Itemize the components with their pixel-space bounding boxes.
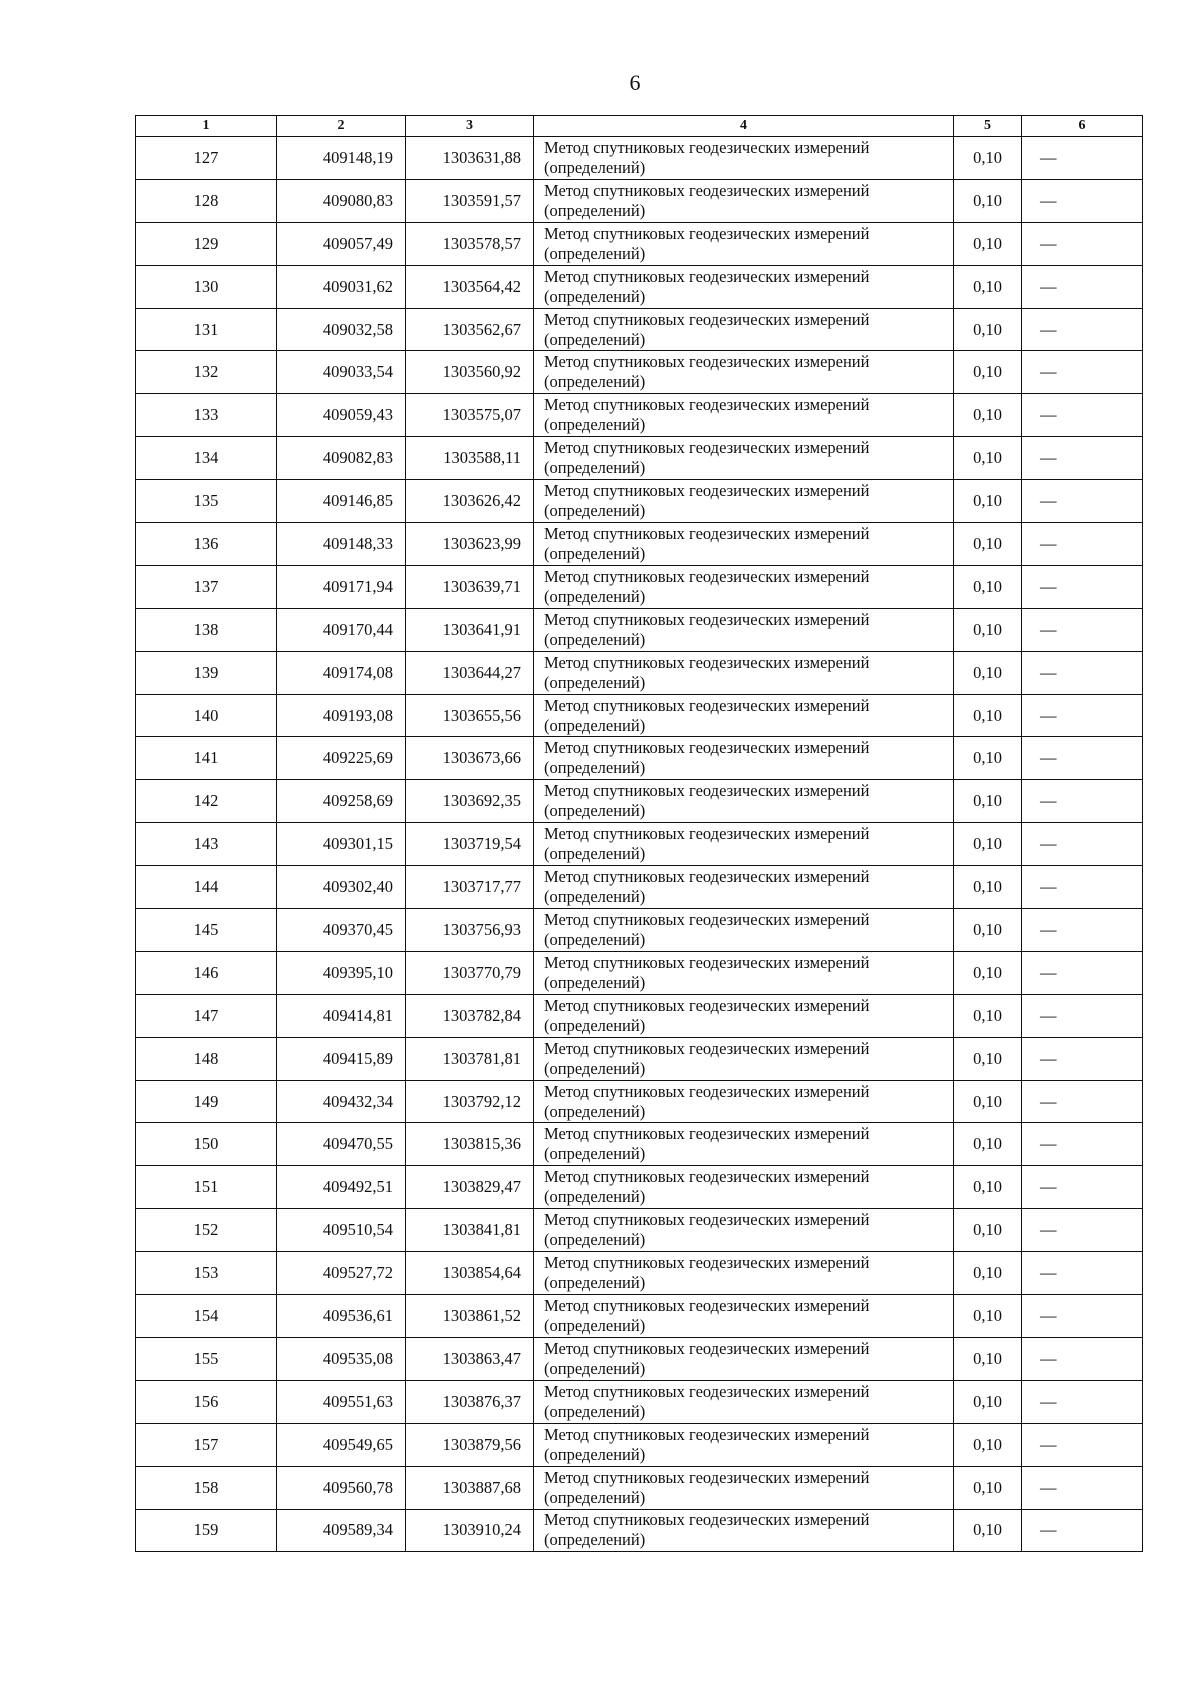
table-row xyxy=(136,1509,1143,1552)
table-row xyxy=(136,651,1143,694)
table-row xyxy=(136,909,1143,952)
note-cell: — xyxy=(1022,308,1143,351)
table-row xyxy=(136,265,1143,308)
note-cell: — xyxy=(1022,523,1143,566)
note-cell: — xyxy=(1022,265,1143,308)
coordinate-x-cell: 409414,81 xyxy=(277,994,406,1037)
table-row xyxy=(136,1252,1143,1295)
method-cell: Метод спутниковых геодезических измерений (определений) xyxy=(534,994,954,1037)
table-row xyxy=(136,1209,1143,1252)
accuracy-cell: 0,10 xyxy=(954,651,1022,694)
table-row xyxy=(136,1337,1143,1380)
accuracy-cell: 0,10 xyxy=(954,694,1022,737)
note-cell: — xyxy=(1022,1380,1143,1423)
accuracy-cell: 0,10 xyxy=(954,437,1022,480)
coordinate-x-cell: 409551,63 xyxy=(277,1380,406,1423)
header-col-4: 4 xyxy=(534,116,954,137)
coordinate-x-cell: 409031,62 xyxy=(277,265,406,308)
coordinate-x-cell: 409589,34 xyxy=(277,1509,406,1552)
accuracy-cell: 0,10 xyxy=(954,565,1022,608)
coordinate-x-cell: 409148,19 xyxy=(277,137,406,180)
method-cell: Метод спутниковых геодезических измерений (определений) xyxy=(534,823,954,866)
point-number-cell: 141 xyxy=(136,737,277,780)
point-number-cell: 135 xyxy=(136,480,277,523)
point-number-cell: 149 xyxy=(136,1080,277,1123)
coordinate-x-cell: 409057,49 xyxy=(277,222,406,265)
note-cell: — xyxy=(1022,1123,1143,1166)
coordinate-x-cell: 409535,08 xyxy=(277,1337,406,1380)
coordinate-x-cell: 409148,33 xyxy=(277,523,406,566)
coordinate-x-cell: 409032,58 xyxy=(277,308,406,351)
note-cell: — xyxy=(1022,651,1143,694)
accuracy-cell: 0,10 xyxy=(954,137,1022,180)
note-cell: — xyxy=(1022,1466,1143,1509)
method-cell: Метод спутниковых геодезических измерений (определений) xyxy=(534,265,954,308)
coordinate-x-cell: 409302,40 xyxy=(277,866,406,909)
note-cell: — xyxy=(1022,994,1143,1037)
method-cell: Метод спутниковых геодезических измерений (определений) xyxy=(534,1337,954,1380)
coordinate-y-cell: 1303854,64 xyxy=(406,1252,534,1295)
point-number-cell: 134 xyxy=(136,437,277,480)
note-cell: — xyxy=(1022,909,1143,952)
table-row xyxy=(136,394,1143,437)
coordinate-y-cell: 1303719,54 xyxy=(406,823,534,866)
accuracy-cell: 0,10 xyxy=(954,994,1022,1037)
coordinate-y-cell: 1303591,57 xyxy=(406,179,534,222)
note-cell: — xyxy=(1022,394,1143,437)
point-number-cell: 138 xyxy=(136,608,277,651)
accuracy-cell: 0,10 xyxy=(954,1295,1022,1338)
coordinate-y-cell: 1303560,92 xyxy=(406,351,534,394)
accuracy-cell: 0,10 xyxy=(954,1380,1022,1423)
point-number-cell: 129 xyxy=(136,222,277,265)
accuracy-cell: 0,10 xyxy=(954,951,1022,994)
coordinate-y-cell: 1303861,52 xyxy=(406,1295,534,1338)
table-row xyxy=(136,179,1143,222)
coordinate-y-cell: 1303588,11 xyxy=(406,437,534,480)
coordinate-y-cell: 1303717,77 xyxy=(406,866,534,909)
note-cell: — xyxy=(1022,222,1143,265)
coordinate-x-cell: 409258,69 xyxy=(277,780,406,823)
coordinate-y-cell: 1303770,79 xyxy=(406,951,534,994)
accuracy-cell: 0,10 xyxy=(954,1080,1022,1123)
table-row xyxy=(136,308,1143,351)
coordinate-x-cell: 409080,83 xyxy=(277,179,406,222)
method-cell: Метод спутниковых геодезических измерений (определений) xyxy=(534,1252,954,1295)
coordinate-x-cell: 409415,89 xyxy=(277,1037,406,1080)
note-cell: — xyxy=(1022,351,1143,394)
point-number-cell: 158 xyxy=(136,1466,277,1509)
coordinate-x-cell: 409370,45 xyxy=(277,909,406,952)
table-row xyxy=(136,994,1143,1037)
method-cell: Метод спутниковых геодезических измерений (определений) xyxy=(534,523,954,566)
point-number-cell: 137 xyxy=(136,565,277,608)
coordinate-y-cell: 1303879,56 xyxy=(406,1423,534,1466)
note-cell: — xyxy=(1022,437,1143,480)
accuracy-cell: 0,10 xyxy=(954,222,1022,265)
coordinate-x-cell: 409560,78 xyxy=(277,1466,406,1509)
header-col-1: 1 xyxy=(136,116,277,137)
table-row xyxy=(136,137,1143,180)
coordinate-y-cell: 1303863,47 xyxy=(406,1337,534,1380)
accuracy-cell: 0,10 xyxy=(954,1252,1022,1295)
point-number-cell: 153 xyxy=(136,1252,277,1295)
note-cell: — xyxy=(1022,565,1143,608)
note-cell: — xyxy=(1022,780,1143,823)
table-body xyxy=(136,137,1143,1552)
point-number-cell: 128 xyxy=(136,179,277,222)
coordinate-y-cell: 1303655,56 xyxy=(406,694,534,737)
method-cell: Метод спутниковых геодезических измерений (определений) xyxy=(534,694,954,737)
coordinate-y-cell: 1303623,99 xyxy=(406,523,534,566)
table-row xyxy=(136,1123,1143,1166)
accuracy-cell: 0,10 xyxy=(954,1509,1022,1552)
coordinate-y-cell: 1303644,27 xyxy=(406,651,534,694)
method-cell: Метод спутниковых геодезических измерений (определений) xyxy=(534,1209,954,1252)
coordinate-y-cell: 1303673,66 xyxy=(406,737,534,780)
method-cell: Метод спутниковых геодезических измерений (определений) xyxy=(534,1295,954,1338)
table-header xyxy=(136,116,1143,137)
point-number-cell: 140 xyxy=(136,694,277,737)
coordinate-x-cell: 409301,15 xyxy=(277,823,406,866)
note-cell: — xyxy=(1022,1037,1143,1080)
table-row xyxy=(136,951,1143,994)
accuracy-cell: 0,10 xyxy=(954,179,1022,222)
note-cell: — xyxy=(1022,1423,1143,1466)
coordinate-y-cell: 1303639,71 xyxy=(406,565,534,608)
coordinate-y-cell: 1303829,47 xyxy=(406,1166,534,1209)
point-number-cell: 156 xyxy=(136,1380,277,1423)
table-row xyxy=(136,823,1143,866)
coordinate-x-cell: 409510,54 xyxy=(277,1209,406,1252)
coordinate-y-cell: 1303792,12 xyxy=(406,1080,534,1123)
table-row xyxy=(136,694,1143,737)
coordinate-y-cell: 1303910,24 xyxy=(406,1509,534,1552)
method-cell: Метод спутниковых геодезических измерений (определений) xyxy=(534,565,954,608)
coordinate-y-cell: 1303562,67 xyxy=(406,308,534,351)
table-row xyxy=(136,1037,1143,1080)
page-number: 6 xyxy=(629,70,641,95)
point-number-cell: 139 xyxy=(136,651,277,694)
accuracy-cell: 0,10 xyxy=(954,523,1022,566)
point-number-cell: 131 xyxy=(136,308,277,351)
note-cell: — xyxy=(1022,823,1143,866)
method-cell: Метод спутниковых геодезических измерений (определений) xyxy=(534,780,954,823)
table-row xyxy=(136,866,1143,909)
point-number-cell: 150 xyxy=(136,1123,277,1166)
note-cell: — xyxy=(1022,1509,1143,1552)
method-cell: Метод спутниковых геодезических измерений (определений) xyxy=(534,1123,954,1166)
method-cell: Метод спутниковых геодезических измерений (определений) xyxy=(534,608,954,651)
coordinate-y-cell: 1303841,81 xyxy=(406,1209,534,1252)
method-cell: Метод спутниковых геодезических измерений (определений) xyxy=(534,222,954,265)
accuracy-cell: 0,10 xyxy=(954,1466,1022,1509)
method-cell: Метод спутниковых геодезических измерений (определений) xyxy=(534,737,954,780)
point-number-cell: 142 xyxy=(136,780,277,823)
coordinate-y-cell: 1303692,35 xyxy=(406,780,534,823)
accuracy-cell: 0,10 xyxy=(954,737,1022,780)
table-row xyxy=(136,780,1143,823)
point-number-cell: 144 xyxy=(136,866,277,909)
coordinate-x-cell: 409033,54 xyxy=(277,351,406,394)
table-row xyxy=(136,351,1143,394)
accuracy-cell: 0,10 xyxy=(954,1037,1022,1080)
point-number-cell: 130 xyxy=(136,265,277,308)
coordinate-x-cell: 409082,83 xyxy=(277,437,406,480)
accuracy-cell: 0,10 xyxy=(954,780,1022,823)
point-number-cell: 132 xyxy=(136,351,277,394)
note-cell: — xyxy=(1022,179,1143,222)
accuracy-cell: 0,10 xyxy=(954,866,1022,909)
point-number-cell: 146 xyxy=(136,951,277,994)
coordinate-x-cell: 409225,69 xyxy=(277,737,406,780)
method-cell: Метод спутниковых геодезических измерений (определений) xyxy=(534,1380,954,1423)
method-cell: Метод спутниковых геодезических измерений (определений) xyxy=(534,951,954,994)
coordinate-x-cell: 409527,72 xyxy=(277,1252,406,1295)
accuracy-cell: 0,10 xyxy=(954,308,1022,351)
method-cell: Метод спутниковых геодезических измерений (определений) xyxy=(534,1423,954,1466)
note-cell: — xyxy=(1022,737,1143,780)
table-row xyxy=(136,1466,1143,1509)
accuracy-cell: 0,10 xyxy=(954,480,1022,523)
coordinate-x-cell: 409395,10 xyxy=(277,951,406,994)
table-row xyxy=(136,437,1143,480)
method-cell: Метод спутниковых геодезических измерений (определений) xyxy=(534,137,954,180)
method-cell: Метод спутниковых геодезических измерений (определений) xyxy=(534,909,954,952)
accuracy-cell: 0,10 xyxy=(954,1423,1022,1466)
method-cell: Метод спутниковых геодезических измерений (определений) xyxy=(534,1166,954,1209)
method-cell: Метод спутниковых геодезических измерений (определений) xyxy=(534,866,954,909)
coordinate-x-cell: 409059,43 xyxy=(277,394,406,437)
coordinate-y-cell: 1303887,68 xyxy=(406,1466,534,1509)
point-number-cell: 154 xyxy=(136,1295,277,1338)
note-cell: — xyxy=(1022,951,1143,994)
accuracy-cell: 0,10 xyxy=(954,1209,1022,1252)
accuracy-cell: 0,10 xyxy=(954,351,1022,394)
method-cell: Метод спутниковых геодезических измерений (определений) xyxy=(534,394,954,437)
coordinate-x-cell: 409146,85 xyxy=(277,480,406,523)
point-number-cell: 151 xyxy=(136,1166,277,1209)
method-cell: Метод спутниковых геодезических измерений (определений) xyxy=(534,308,954,351)
table-row xyxy=(136,1380,1143,1423)
note-cell: — xyxy=(1022,1209,1143,1252)
coordinate-y-cell: 1303781,81 xyxy=(406,1037,534,1080)
point-number-cell: 148 xyxy=(136,1037,277,1080)
table-row xyxy=(136,737,1143,780)
point-number-cell: 133 xyxy=(136,394,277,437)
point-number-cell: 155 xyxy=(136,1337,277,1380)
point-number-cell: 145 xyxy=(136,909,277,952)
point-number-cell: 127 xyxy=(136,137,277,180)
note-cell: — xyxy=(1022,608,1143,651)
note-cell: — xyxy=(1022,1166,1143,1209)
accuracy-cell: 0,10 xyxy=(954,608,1022,651)
note-cell: — xyxy=(1022,1080,1143,1123)
table-row xyxy=(136,1166,1143,1209)
header-row xyxy=(136,116,1143,137)
method-cell: Метод спутниковых геодезических измерений (определений) xyxy=(534,1466,954,1509)
method-cell: Метод спутниковых геодезических измерений (определений) xyxy=(534,437,954,480)
accuracy-cell: 0,10 xyxy=(954,909,1022,952)
table-row xyxy=(136,608,1143,651)
table-row xyxy=(136,565,1143,608)
note-cell: — xyxy=(1022,1252,1143,1295)
coordinate-x-cell: 409170,44 xyxy=(277,608,406,651)
point-number-cell: 136 xyxy=(136,523,277,566)
coordinate-x-cell: 409470,55 xyxy=(277,1123,406,1166)
coordinate-y-cell: 1303782,84 xyxy=(406,994,534,1037)
method-cell: Метод спутниковых геодезических измерений (определений) xyxy=(534,480,954,523)
coordinate-x-cell: 409174,08 xyxy=(277,651,406,694)
accuracy-cell: 0,10 xyxy=(954,265,1022,308)
header-col-6: 6 xyxy=(1022,116,1143,137)
coordinate-y-cell: 1303815,36 xyxy=(406,1123,534,1166)
note-cell: — xyxy=(1022,1337,1143,1380)
note-cell: — xyxy=(1022,480,1143,523)
coordinate-y-cell: 1303564,42 xyxy=(406,265,534,308)
accuracy-cell: 0,10 xyxy=(954,394,1022,437)
point-number-cell: 147 xyxy=(136,994,277,1037)
coordinate-y-cell: 1303641,91 xyxy=(406,608,534,651)
point-number-cell: 157 xyxy=(136,1423,277,1466)
coordinate-y-cell: 1303578,57 xyxy=(406,222,534,265)
table-row xyxy=(136,1080,1143,1123)
note-cell: — xyxy=(1022,137,1143,180)
note-cell: — xyxy=(1022,1295,1143,1338)
coordinate-y-cell: 1303756,93 xyxy=(406,909,534,952)
accuracy-cell: 0,10 xyxy=(954,1123,1022,1166)
accuracy-cell: 0,10 xyxy=(954,1166,1022,1209)
point-number-cell: 143 xyxy=(136,823,277,866)
coordinate-y-cell: 1303626,42 xyxy=(406,480,534,523)
note-cell: — xyxy=(1022,694,1143,737)
point-number-cell: 152 xyxy=(136,1209,277,1252)
header-col-5: 5 xyxy=(954,116,1022,137)
header-col-3: 3 xyxy=(406,116,534,137)
table-row xyxy=(136,1295,1143,1338)
table-row xyxy=(136,523,1143,566)
coordinate-x-cell: 409432,34 xyxy=(277,1080,406,1123)
coordinate-x-cell: 409549,65 xyxy=(277,1423,406,1466)
accuracy-cell: 0,10 xyxy=(954,1337,1022,1380)
method-cell: Метод спутниковых геодезических измерений (определений) xyxy=(534,1080,954,1123)
coordinate-x-cell: 409193,08 xyxy=(277,694,406,737)
table-row xyxy=(136,480,1143,523)
coordinates-table xyxy=(135,115,1143,1552)
coordinate-x-cell: 409536,61 xyxy=(277,1295,406,1338)
table-row xyxy=(136,1423,1143,1466)
coordinate-y-cell: 1303575,07 xyxy=(406,394,534,437)
coordinate-y-cell: 1303631,88 xyxy=(406,137,534,180)
coordinate-x-cell: 409492,51 xyxy=(277,1166,406,1209)
header-col-2: 2 xyxy=(277,116,406,137)
coordinate-x-cell: 409171,94 xyxy=(277,565,406,608)
method-cell: Метод спутниковых геодезических измерений (определений) xyxy=(534,651,954,694)
method-cell: Метод спутниковых геодезических измерений (определений) xyxy=(534,1509,954,1552)
method-cell: Метод спутниковых геодезических измерений (определений) xyxy=(534,351,954,394)
note-cell: — xyxy=(1022,866,1143,909)
table-row xyxy=(136,222,1143,265)
coordinate-y-cell: 1303876,37 xyxy=(406,1380,534,1423)
accuracy-cell: 0,10 xyxy=(954,823,1022,866)
method-cell: Метод спутниковых геодезических измерений (определений) xyxy=(534,1037,954,1080)
point-number-cell: 159 xyxy=(136,1509,277,1552)
method-cell: Метод спутниковых геодезических измерений (определений) xyxy=(534,179,954,222)
